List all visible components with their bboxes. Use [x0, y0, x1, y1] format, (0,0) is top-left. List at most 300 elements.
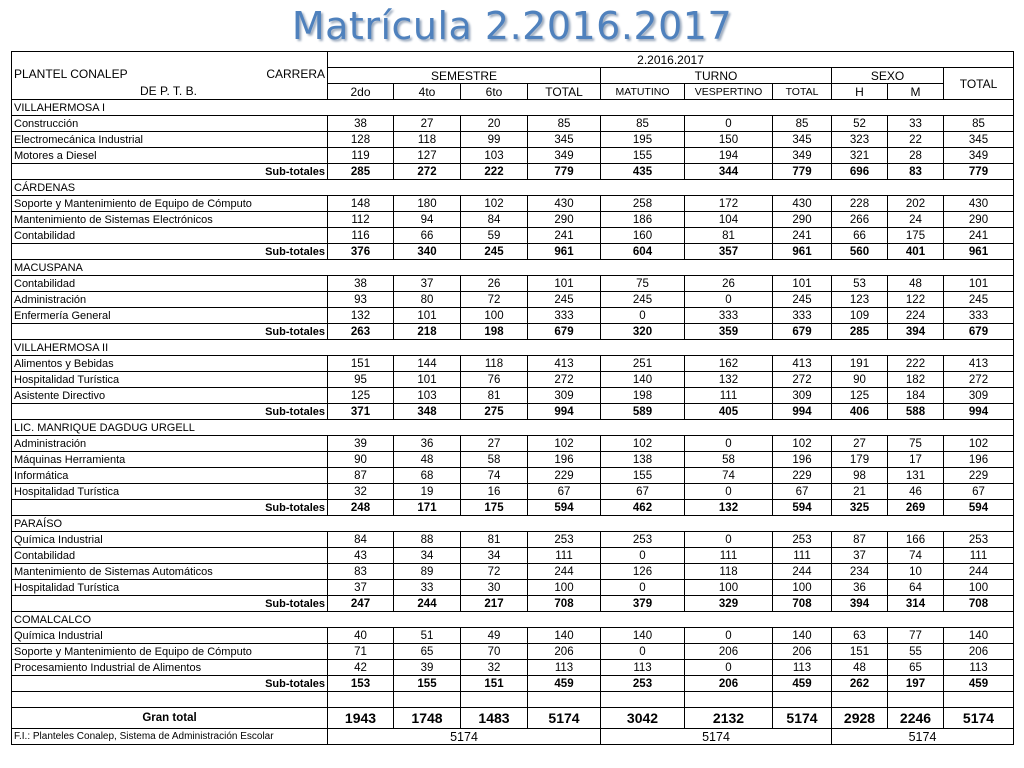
- career-name: Construcción: [12, 116, 328, 132]
- blank-cell: [888, 692, 944, 708]
- table-row: [12, 452, 1014, 468]
- value-cell: 430: [773, 196, 832, 212]
- subtotal-value: 206: [685, 676, 773, 692]
- value-cell: 253: [773, 532, 832, 548]
- subtotal-value: 314: [888, 596, 944, 612]
- value-cell: 111: [685, 388, 773, 404]
- header-dept-label: DE P. T. B.: [140, 83, 197, 98]
- header-sexo: SEXO: [832, 68, 944, 84]
- value-cell: 101: [944, 276, 1014, 292]
- value-cell: 83: [328, 564, 394, 580]
- value-cell: 89: [394, 564, 461, 580]
- value-cell: 101: [394, 372, 461, 388]
- subtotal-value: 379: [601, 596, 685, 612]
- subtotal-row: [12, 404, 1014, 420]
- footer-row: [12, 729, 1014, 745]
- value-cell: 67: [601, 484, 685, 500]
- subtotal-value: 272: [394, 164, 461, 180]
- value-cell: 413: [528, 356, 601, 372]
- subtotal-row: [12, 500, 1014, 516]
- header-semestre: SEMESTRE: [328, 68, 601, 84]
- section-heading-row: [12, 340, 1014, 356]
- value-cell: 241: [773, 228, 832, 244]
- value-cell: 76: [461, 372, 528, 388]
- value-cell: 123: [832, 292, 888, 308]
- career-name: Procesamiento Industrial de Alimentos: [12, 660, 328, 676]
- value-cell: 65: [394, 644, 461, 660]
- career-name: Soporte y Mantenimiento de Equipo de Cómputo: [12, 196, 328, 212]
- value-cell: 102: [944, 436, 1014, 452]
- subtotal-value: 588: [888, 404, 944, 420]
- value-cell: 413: [944, 356, 1014, 372]
- header-plantel-cell: [12, 52, 328, 100]
- value-cell: 413: [773, 356, 832, 372]
- subtotal-value: 994: [944, 404, 1014, 420]
- table-row: [12, 148, 1014, 164]
- subtotal-value: 262: [832, 676, 888, 692]
- subtotal-value: 132: [685, 500, 773, 516]
- value-cell: 67: [528, 484, 601, 500]
- grand-total-value: 3042: [601, 708, 685, 729]
- value-cell: 34: [461, 548, 528, 564]
- value-cell: 202: [888, 196, 944, 212]
- value-cell: 309: [528, 388, 601, 404]
- value-cell: 36: [832, 580, 888, 596]
- value-cell: 51: [394, 628, 461, 644]
- value-cell: 37: [328, 580, 394, 596]
- value-cell: 333: [528, 308, 601, 324]
- value-cell: 345: [773, 132, 832, 148]
- value-cell: 100: [685, 580, 773, 596]
- value-cell: 113: [601, 660, 685, 676]
- subtotal-value: 340: [394, 244, 461, 260]
- value-cell: 52: [832, 116, 888, 132]
- value-cell: 20: [461, 116, 528, 132]
- subtotal-value: 994: [528, 404, 601, 420]
- value-cell: 184: [888, 388, 944, 404]
- value-cell: 19: [394, 484, 461, 500]
- blank-cell: [773, 692, 832, 708]
- page-title: Matrícula 2.2016.2017: [291, 4, 733, 48]
- value-cell: 349: [944, 148, 1014, 164]
- subtotal-value: 708: [528, 596, 601, 612]
- value-cell: 125: [328, 388, 394, 404]
- value-cell: 112: [328, 212, 394, 228]
- value-cell: 151: [328, 356, 394, 372]
- section-name: PARAÍSO: [12, 516, 1014, 532]
- value-cell: 113: [528, 660, 601, 676]
- value-cell: 430: [528, 196, 601, 212]
- value-cell: 53: [832, 276, 888, 292]
- career-name: Administración: [12, 292, 328, 308]
- value-cell: 148: [328, 196, 394, 212]
- footer-turno-total: 5174: [601, 729, 832, 745]
- footer-semestre-total: 5174: [328, 729, 601, 745]
- blank-row: [12, 692, 1014, 708]
- subtotal-value: 247: [328, 596, 394, 612]
- value-cell: 94: [394, 212, 461, 228]
- header-turno-col: TOTAL: [773, 84, 832, 100]
- value-cell: 179: [832, 452, 888, 468]
- value-cell: 43: [328, 548, 394, 564]
- value-cell: 113: [944, 660, 1014, 676]
- subtotal-value: 779: [944, 164, 1014, 180]
- table-row: [12, 484, 1014, 500]
- value-cell: 258: [601, 196, 685, 212]
- value-cell: 21: [832, 484, 888, 500]
- blank-cell: [328, 692, 394, 708]
- subtotal-label: Sub-totales: [12, 324, 328, 340]
- footer-sexo-total: 5174: [832, 729, 1014, 745]
- section-heading-row: [12, 180, 1014, 196]
- value-cell: 111: [685, 548, 773, 564]
- value-cell: 321: [832, 148, 888, 164]
- value-cell: 90: [832, 372, 888, 388]
- subtotal-value: 171: [394, 500, 461, 516]
- table-body: [12, 52, 1014, 745]
- table-row: [12, 468, 1014, 484]
- value-cell: 55: [888, 644, 944, 660]
- value-cell: 103: [461, 148, 528, 164]
- blank-cell: [12, 692, 328, 708]
- enrollment-table: [11, 51, 1014, 745]
- value-cell: 0: [685, 660, 773, 676]
- value-cell: 111: [944, 548, 1014, 564]
- grand-total-value: 1483: [461, 708, 528, 729]
- value-cell: 101: [773, 276, 832, 292]
- value-cell: 140: [601, 372, 685, 388]
- subtotal-value: 153: [328, 676, 394, 692]
- value-cell: 34: [394, 548, 461, 564]
- value-cell: 196: [944, 452, 1014, 468]
- table-row: [12, 660, 1014, 676]
- career-name: Contabilidad: [12, 228, 328, 244]
- subtotal-value: 285: [832, 324, 888, 340]
- section-name: VILLAHERMOSA I: [12, 100, 1014, 116]
- header-turno: TURNO: [601, 68, 832, 84]
- value-cell: 349: [773, 148, 832, 164]
- section-heading-row: [12, 516, 1014, 532]
- value-cell: 118: [394, 132, 461, 148]
- value-cell: 222: [888, 356, 944, 372]
- value-cell: 309: [944, 388, 1014, 404]
- subtotal-row: [12, 244, 1014, 260]
- value-cell: 241: [944, 228, 1014, 244]
- subtotal-value: 198: [461, 324, 528, 340]
- value-cell: 253: [601, 532, 685, 548]
- subtotal-value: 961: [944, 244, 1014, 260]
- table-row: [12, 436, 1014, 452]
- subtotal-value: 248: [328, 500, 394, 516]
- value-cell: 126: [601, 564, 685, 580]
- value-cell: 30: [461, 580, 528, 596]
- subtotal-row: [12, 596, 1014, 612]
- value-cell: 0: [685, 436, 773, 452]
- career-name: Asistente Directivo: [12, 388, 328, 404]
- value-cell: 68: [394, 468, 461, 484]
- section-heading-row: [12, 260, 1014, 276]
- blank-cell: [394, 692, 461, 708]
- value-cell: 272: [773, 372, 832, 388]
- value-cell: 101: [528, 276, 601, 292]
- subtotal-value: 406: [832, 404, 888, 420]
- table-row: [12, 580, 1014, 596]
- value-cell: 87: [328, 468, 394, 484]
- value-cell: 22: [888, 132, 944, 148]
- table-row: [12, 228, 1014, 244]
- value-cell: 266: [832, 212, 888, 228]
- subtotal-value: 348: [394, 404, 461, 420]
- value-cell: 132: [328, 308, 394, 324]
- section-name: MACUSPANA: [12, 260, 1014, 276]
- value-cell: 151: [832, 644, 888, 660]
- career-name: Hospitalidad Turística: [12, 580, 328, 596]
- value-cell: 81: [685, 228, 773, 244]
- value-cell: 42: [328, 660, 394, 676]
- value-cell: 127: [394, 148, 461, 164]
- career-name: Mantenimiento de Sistemas Automáticos: [12, 564, 328, 580]
- value-cell: 102: [601, 436, 685, 452]
- value-cell: 180: [394, 196, 461, 212]
- career-name: Motores a Diesel: [12, 148, 328, 164]
- career-name: Contabilidad: [12, 548, 328, 564]
- value-cell: 72: [461, 564, 528, 580]
- value-cell: 272: [528, 372, 601, 388]
- value-cell: 206: [685, 644, 773, 660]
- value-cell: 39: [394, 660, 461, 676]
- grand-total-value: 1748: [394, 708, 461, 729]
- value-cell: 85: [528, 116, 601, 132]
- value-cell: 253: [528, 532, 601, 548]
- value-cell: 272: [944, 372, 1014, 388]
- value-cell: 37: [394, 276, 461, 292]
- subtotal-value: 244: [394, 596, 461, 612]
- subtotal-value: 263: [328, 324, 394, 340]
- career-name: Hospitalidad Turística: [12, 372, 328, 388]
- subtotal-row: [12, 164, 1014, 180]
- value-cell: 119: [328, 148, 394, 164]
- value-cell: 206: [773, 644, 832, 660]
- value-cell: 0: [601, 644, 685, 660]
- value-cell: 128: [328, 132, 394, 148]
- source-note: F.I.: Planteles Conalep, Sistema de Administración Escolar: [12, 729, 328, 745]
- value-cell: 0: [685, 628, 773, 644]
- value-cell: 244: [528, 564, 601, 580]
- subtotal-value: 253: [601, 676, 685, 692]
- subtotal-value: 344: [685, 164, 773, 180]
- value-cell: 33: [888, 116, 944, 132]
- subtotal-label: Sub-totales: [12, 500, 328, 516]
- value-cell: 206: [944, 644, 1014, 660]
- blank-cell: [601, 692, 685, 708]
- value-cell: 229: [944, 468, 1014, 484]
- subtotal-value: 708: [773, 596, 832, 612]
- header-plantel-label: PLANTEL CONALEP: [14, 66, 128, 81]
- value-cell: 93: [328, 292, 394, 308]
- value-cell: 111: [773, 548, 832, 564]
- value-cell: 224: [888, 308, 944, 324]
- section-heading-row: [12, 100, 1014, 116]
- value-cell: 109: [832, 308, 888, 324]
- value-cell: 75: [601, 276, 685, 292]
- table-row: [12, 212, 1014, 228]
- subtotal-value: 371: [328, 404, 394, 420]
- section-name: LIC. MANRIQUE DAGDUG URGELL: [12, 420, 1014, 436]
- career-name: Electromecánica Industrial: [12, 132, 328, 148]
- value-cell: 80: [394, 292, 461, 308]
- value-cell: 46: [888, 484, 944, 500]
- grand-total-value: 2246: [888, 708, 944, 729]
- value-cell: 58: [461, 452, 528, 468]
- value-cell: 100: [528, 580, 601, 596]
- value-cell: 28: [888, 148, 944, 164]
- subtotal-value: 357: [685, 244, 773, 260]
- section-heading-row: [12, 420, 1014, 436]
- career-name: Soporte y Mantenimiento de Equipo de Cómputo: [12, 644, 328, 660]
- value-cell: 102: [528, 436, 601, 452]
- table-row: [12, 548, 1014, 564]
- subtotal-value: 325: [832, 500, 888, 516]
- subtotal-value: 217: [461, 596, 528, 612]
- value-cell: 26: [461, 276, 528, 292]
- value-cell: 32: [461, 660, 528, 676]
- subtotal-value: 589: [601, 404, 685, 420]
- value-cell: 36: [394, 436, 461, 452]
- value-cell: 245: [773, 292, 832, 308]
- value-cell: 37: [832, 548, 888, 564]
- career-name: Máquinas Herramienta: [12, 452, 328, 468]
- table-row: [12, 388, 1014, 404]
- value-cell: 27: [394, 116, 461, 132]
- subtotal-value: 151: [461, 676, 528, 692]
- table-row: [12, 196, 1014, 212]
- subtotal-label: Sub-totales: [12, 404, 328, 420]
- table-row: [12, 644, 1014, 660]
- value-cell: 140: [528, 628, 601, 644]
- value-cell: 118: [461, 356, 528, 372]
- value-cell: 162: [685, 356, 773, 372]
- subtotal-value: 394: [832, 596, 888, 612]
- value-cell: 100: [773, 580, 832, 596]
- value-cell: 140: [944, 628, 1014, 644]
- subtotal-value: 604: [601, 244, 685, 260]
- value-cell: 345: [944, 132, 1014, 148]
- value-cell: 333: [773, 308, 832, 324]
- value-cell: 0: [685, 292, 773, 308]
- grand-total-value: 5174: [944, 708, 1014, 729]
- header-turno-col: MATUTINO: [601, 84, 685, 100]
- value-cell: 0: [601, 580, 685, 596]
- subtotal-value: 155: [394, 676, 461, 692]
- subtotal-value: 329: [685, 596, 773, 612]
- value-cell: 186: [601, 212, 685, 228]
- header-sexo-col: H: [832, 84, 888, 100]
- header-period: 2.2016.2017: [328, 52, 1014, 68]
- value-cell: 234: [832, 564, 888, 580]
- career-name: Alimentos y Bebidas: [12, 356, 328, 372]
- value-cell: 87: [832, 532, 888, 548]
- value-cell: 125: [832, 388, 888, 404]
- table-row: [12, 116, 1014, 132]
- subtotal-value: 779: [528, 164, 601, 180]
- table-row: [12, 532, 1014, 548]
- value-cell: 72: [461, 292, 528, 308]
- value-cell: 85: [773, 116, 832, 132]
- subtotal-value: 359: [685, 324, 773, 340]
- value-cell: 48: [888, 276, 944, 292]
- subtotal-value: 394: [888, 324, 944, 340]
- value-cell: 244: [944, 564, 1014, 580]
- value-cell: 104: [685, 212, 773, 228]
- table-row: [12, 292, 1014, 308]
- value-cell: 81: [461, 388, 528, 404]
- subtotal-label: Sub-totales: [12, 164, 328, 180]
- subtotal-value: 285: [328, 164, 394, 180]
- value-cell: 67: [773, 484, 832, 500]
- value-cell: 253: [944, 532, 1014, 548]
- subtotal-value: 961: [528, 244, 601, 260]
- value-cell: 333: [685, 308, 773, 324]
- subtotal-value: 696: [832, 164, 888, 180]
- value-cell: 0: [685, 532, 773, 548]
- value-cell: 0: [685, 116, 773, 132]
- subtotal-value: 708: [944, 596, 1014, 612]
- value-cell: 103: [394, 388, 461, 404]
- table-row: [12, 308, 1014, 324]
- value-cell: 144: [394, 356, 461, 372]
- subtotal-value: 679: [773, 324, 832, 340]
- grand-total-value: 2928: [832, 708, 888, 729]
- value-cell: 77: [888, 628, 944, 644]
- value-cell: 102: [461, 196, 528, 212]
- subtotal-value: 435: [601, 164, 685, 180]
- value-cell: 100: [461, 308, 528, 324]
- value-cell: 16: [461, 484, 528, 500]
- value-cell: 138: [601, 452, 685, 468]
- value-cell: 182: [888, 372, 944, 388]
- value-cell: 244: [773, 564, 832, 580]
- value-cell: 102: [773, 436, 832, 452]
- value-cell: 85: [601, 116, 685, 132]
- career-name: Administración: [12, 436, 328, 452]
- subtotal-value: 218: [394, 324, 461, 340]
- subtotal-value: 245: [461, 244, 528, 260]
- subtotal-value: 222: [461, 164, 528, 180]
- value-cell: 229: [528, 468, 601, 484]
- subtotal-value: 779: [773, 164, 832, 180]
- value-cell: 70: [461, 644, 528, 660]
- value-cell: 113: [773, 660, 832, 676]
- value-cell: 196: [528, 452, 601, 468]
- value-cell: 24: [888, 212, 944, 228]
- subtotal-value: 197: [888, 676, 944, 692]
- value-cell: 116: [328, 228, 394, 244]
- value-cell: 84: [461, 212, 528, 228]
- subtotal-value: 679: [944, 324, 1014, 340]
- subtotal-value: 459: [528, 676, 601, 692]
- value-cell: 64: [888, 580, 944, 596]
- career-name: Hospitalidad Turística: [12, 484, 328, 500]
- value-cell: 17: [888, 452, 944, 468]
- value-cell: 118: [685, 564, 773, 580]
- value-cell: 32: [328, 484, 394, 500]
- subtotal-value: 679: [528, 324, 601, 340]
- value-cell: 228: [832, 196, 888, 212]
- value-cell: 132: [685, 372, 773, 388]
- value-cell: 155: [601, 148, 685, 164]
- value-cell: 245: [601, 292, 685, 308]
- value-cell: 33: [394, 580, 461, 596]
